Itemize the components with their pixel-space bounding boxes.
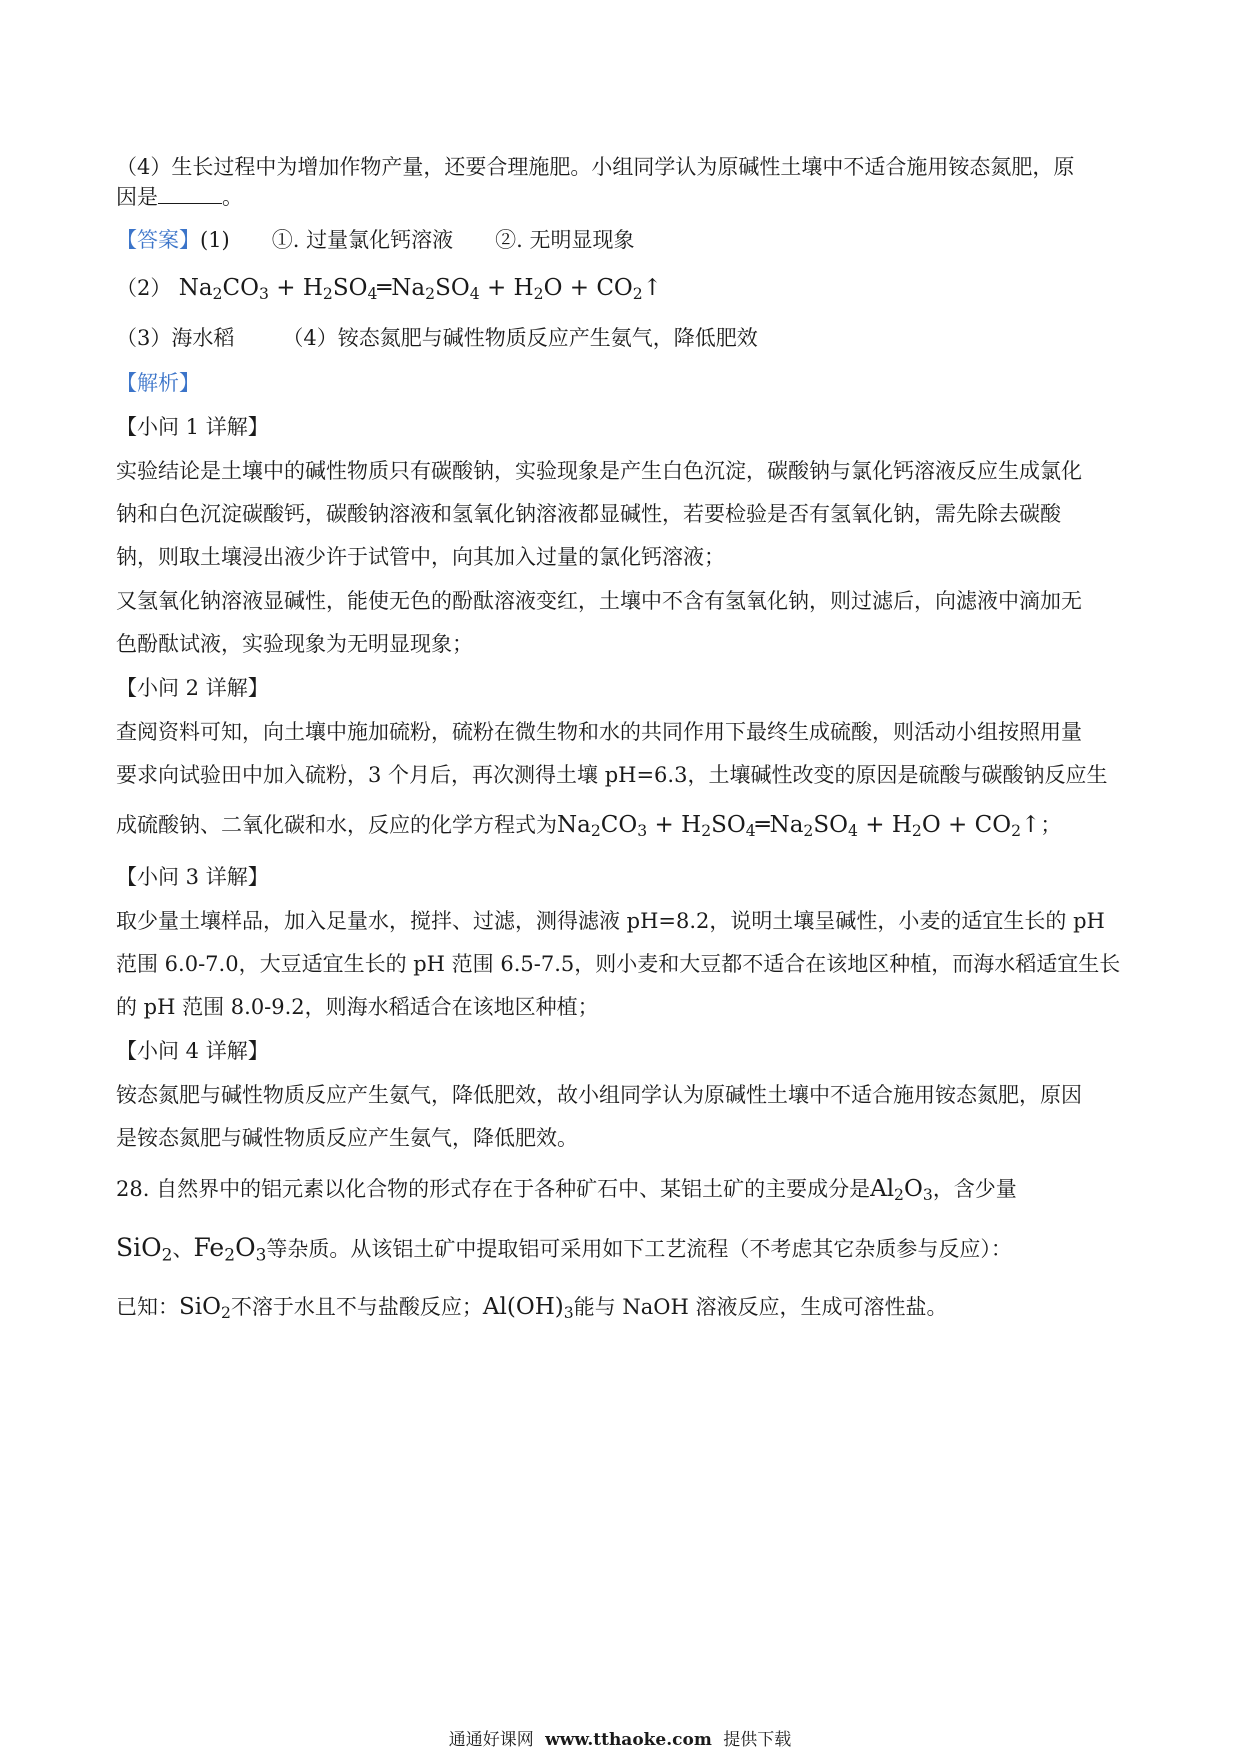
formula-aloh3: $Al(OH)_3$ [482, 1294, 574, 1322]
q28-line-3: 已知：SiO$_2$不溶于水且不与盐酸反应；$Al(OH)_3$能与 NaOH 溶液反应，生成可溶性盐。 [116, 1294, 948, 1322]
answer-part-1-num: (1) [200, 228, 230, 252]
q4-text-pre: 因是 [116, 185, 158, 209]
section-2-line: 查阅资料可知，向土壤中施加硫粉，硫粉在微生物和水的共同作用下最终生成硫酸，则活动小组按照用量 [116, 720, 1082, 744]
section-1-line: 钠，则取土壤浸出液少许于试管中，向其加入过量的氯化钙溶液； [116, 545, 725, 569]
section-3-line: 取少量土壤样品，加入足量水，搅拌、过滤，测得滤液 pH=8.2，说明土壤呈碱性，小麦的适宜生长的 pH [116, 909, 1105, 933]
footer-site-name: 通通好课网 [448, 1730, 534, 1750]
chemical-equation: $Na_2CO_3$ + $H_2SO_4═Na_2SO_4 + H_2O$ + $CO_2↑$ [178, 275, 663, 303]
page-footer [0, 1730, 1240, 1750]
footer-url: www.tthaoke.com [545, 1730, 712, 1750]
section-1-title: 【小问 1 详解】 [116, 415, 269, 439]
formula-sio2: SiO$_2$ [179, 1294, 231, 1322]
section-3-line: 的 pH 范围 8.0-9.2，则海水稻适合在该地区种植； [116, 995, 599, 1019]
formula-fe2o3: $Fe_2O_3$ [193, 1233, 267, 1266]
section-1-line: 又氢氧化钠溶液显碱性，能使无色的酚酞溶液变红，土壤中不含有氢氧化钠，则过滤后，向滤液中滴加无 [116, 589, 1082, 613]
answer-line-2 [116, 273, 1126, 303]
q4-line-2 [116, 182, 1126, 212]
section-2-line: 要求向试验田中加入硫粉，3 个月后，再次测得土壤 pH=6.3，土壤碱性改变的原因是硫酸与碳酸钠反应生 [116, 763, 1108, 787]
answer-part-2-num: （2） [116, 276, 172, 300]
q28-line-1: 28. 自然界中的铝元素以化合物的形式存在于各种矿石中、某铝土矿的主要成分是$Al_2O_3$，含少量 [116, 1176, 1017, 1204]
answer-line-3 [116, 323, 1126, 353]
q4-text-post: 。 [222, 185, 243, 209]
q4-line-1 [116, 152, 1126, 182]
q28-line-2: SiO$_2$、$Fe_2O_3$等杂质。从该铝土矿中提取铝可采用如下工艺流程（不考虑其它杂质参与反应）： [116, 1233, 1012, 1266]
answer-part-1-a: ①. 过量氯化钙溶液 [271, 228, 454, 252]
answer-part-1-b: ②. 无明显现象 [495, 228, 635, 252]
answer-part-3: （3）海水稻 [116, 326, 235, 350]
section-3-line: 范围 6.0-7.0，大豆适宜生长的 pH 范围 6.5-7.5，则小麦和大豆都不适合在该地区种植，而海水稻适宜生长 [116, 952, 1121, 976]
section-1-line: 钠和白色沉淀碳酸钙，碳酸钠溶液和氢氧化钠溶液都显碱性，若要检验是否有氢氧化钠，需先除去碳酸 [116, 502, 1061, 526]
answer-part-4: （4）铵态氮肥与碱性物质反应产生氨气，降低肥效 [282, 326, 758, 350]
answer-tag: 【答案】 [116, 228, 200, 252]
section-4-line: 是铵态氮肥与碱性物质反应产生氨气，降低肥效。 [116, 1126, 578, 1150]
section-4-line: 铵态氮肥与碱性物质反应产生氨气，降低肥效，故小组同学认为原碱性土壤中不适合施用铵态氮肥，原因 [116, 1083, 1082, 1107]
analysis-heading [116, 368, 1126, 398]
section-4-title: 【小问 4 详解】 [116, 1039, 269, 1063]
q4-text: （4）生长过程中为增加作物产量，还要合理施肥。小组同学认为原碱性土壤中不适合施用铵态氮肥，原 [116, 155, 1075, 179]
formula-sio2: SiO$_2$ [116, 1233, 173, 1266]
section-2-line-equation: 成硫酸钠、二氧化碳和水，反应的化学方程式为$Na_2CO_3$ + $H_2SO_4═Na_2SO_4 + H_2O$ + $CO_2↑$； [116, 812, 1062, 840]
footer-download-text: 提供下载 [723, 1730, 792, 1750]
analysis-tag: 【解析】 [116, 371, 200, 395]
formula-al2o3: $Al_2O_3$ [870, 1176, 933, 1204]
section-1-line: 色酚酞试液，实验现象为无明显现象； [116, 632, 473, 656]
up-arrow-icon: ↑ [1021, 812, 1041, 838]
section-3-title: 【小问 3 详解】 [116, 865, 269, 889]
answer-line-1 [116, 225, 1126, 255]
answer-blank [158, 185, 222, 204]
chemical-equation: $Na_2CO_3$ + $H_2SO_4═Na_2SO_4 + H_2O$ + $CO_2↑$ [557, 812, 1041, 840]
up-arrow-icon: ↑ [642, 275, 663, 301]
section-2-title: 【小问 2 详解】 [116, 676, 269, 700]
section-1-line: 实验结论是土壤中的碱性物质只有碳酸钠，实验现象是产生白色沉淀，碳酸钠与氯化钙溶液反应生成氯化 [116, 459, 1082, 483]
